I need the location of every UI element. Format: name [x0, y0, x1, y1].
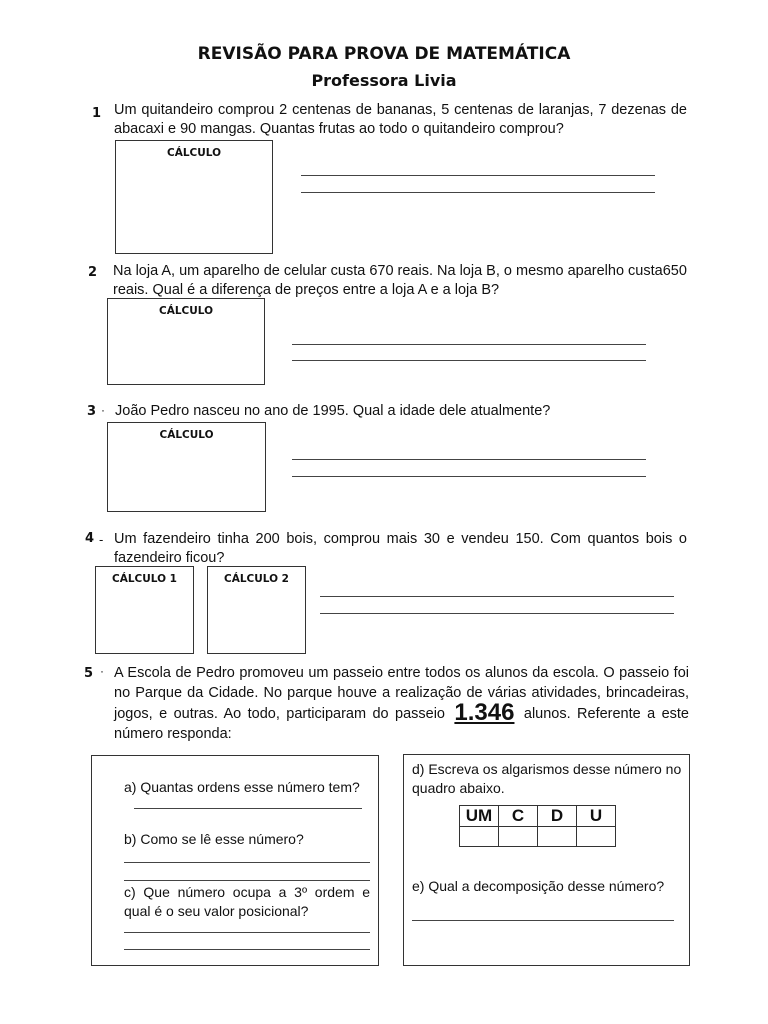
question-text-part2: alunos. Referente a este número responda: — [114, 706, 689, 742]
answer-line[interactable] — [292, 344, 646, 345]
cell-d[interactable] — [538, 827, 577, 847]
calculation-label: CÁLCULO 1 — [112, 573, 177, 585]
calculation-box-1[interactable] — [95, 566, 194, 654]
item-b-text: b) Como se lê esse número? — [124, 831, 304, 847]
item-c-text: c) Que número ocupa a 3º ordem e qual é o seu valor posicional? — [124, 884, 370, 919]
cell-um[interactable] — [460, 827, 499, 847]
question-number: 2 — [88, 265, 98, 280]
question-text — [114, 663, 689, 744]
question-text: Um quitandeiro comprou 2 centenas de bananas, 5 centenas de laranjas, 7 dezenas de abacaxi e 90 mangas. Quantas frutas ao todo o quitandeiro comprou? — [114, 102, 687, 137]
calculation-box-2[interactable] — [207, 566, 306, 654]
answer-line-c[interactable] — [124, 949, 370, 950]
calculation-label: CÁLCULO — [159, 305, 213, 317]
question-number: 5 — [84, 666, 94, 681]
answer-line[interactable] — [292, 459, 646, 460]
cell-u[interactable] — [577, 827, 616, 847]
calculation-label: CÁLCULO — [167, 147, 221, 159]
question-number: 4 — [85, 531, 95, 546]
answer-panel-right — [403, 754, 690, 966]
header-c: C — [499, 806, 538, 827]
question-number: 1 — [92, 106, 102, 121]
calculation-box[interactable] — [107, 298, 265, 385]
answer-line-b[interactable] — [124, 880, 370, 881]
answer-line[interactable] — [292, 476, 646, 477]
question-text: Um fazendeiro tinha 200 bois, comprou mais 30 e vendeu 150. Com quantos bois o fazendeiro ficou? — [114, 531, 687, 566]
answer-line[interactable] — [320, 596, 674, 597]
cell-c[interactable] — [499, 827, 538, 847]
calculation-label: CÁLCULO — [159, 429, 214, 441]
header-u: U — [577, 806, 616, 827]
question-bullet: · — [100, 664, 104, 678]
calculation-box[interactable] — [107, 422, 266, 512]
answer-line-b[interactable] — [124, 862, 370, 863]
page-title: REVISÃO PARA PROVA DE MATEMÁTICA — [197, 44, 571, 64]
highlight-number: 1.346 — [454, 699, 515, 726]
answer-line[interactable] — [292, 360, 646, 361]
header-d: D — [538, 806, 577, 827]
question-number: 3 — [87, 404, 97, 419]
place-value-table — [459, 805, 616, 847]
question-text-part1: A Escola de Pedro promoveu um passeio entre todos os alunos da escola. O passeio foi no Parque da Cidade. No parque houve a realização de várias atividades, brincadeiras, jogos, e outras. Ao todo, participaram do passeio — [114, 665, 689, 722]
header-um: UM — [460, 806, 499, 827]
answer-line-c[interactable] — [124, 932, 370, 933]
answer-line[interactable] — [320, 613, 674, 614]
answer-line-e[interactable] — [412, 920, 674, 921]
question-text: Na loja A, um aparelho de celular custa 670 reais. Na loja B, o mesmo aparelho custa650 reais. Qual é a diferença de preços entre a loja A e a loja B? — [113, 263, 687, 298]
item-d-text: d) Escreva os algarismos desse número no quadro abaixo. — [412, 761, 682, 796]
answer-line[interactable] — [301, 192, 655, 193]
question-bullet: · — [101, 403, 105, 417]
answer-line-a[interactable] — [134, 808, 362, 809]
item-a-text: a) Quantas ordens esse número tem? — [124, 779, 360, 795]
item-e-text: e) Qual a decomposição desse número? — [412, 878, 665, 894]
page-subtitle: Professora Livia — [311, 71, 457, 90]
calculation-box[interactable] — [115, 140, 273, 254]
question-text: João Pedro nasceu no ano de 1995. Qual a idade dele atualmente? — [115, 403, 551, 419]
question-bullet: - — [99, 532, 104, 547]
answer-panel-left — [91, 755, 379, 966]
calculation-label: CÁLCULO 2 — [224, 573, 289, 585]
answer-line[interactable] — [301, 175, 655, 176]
